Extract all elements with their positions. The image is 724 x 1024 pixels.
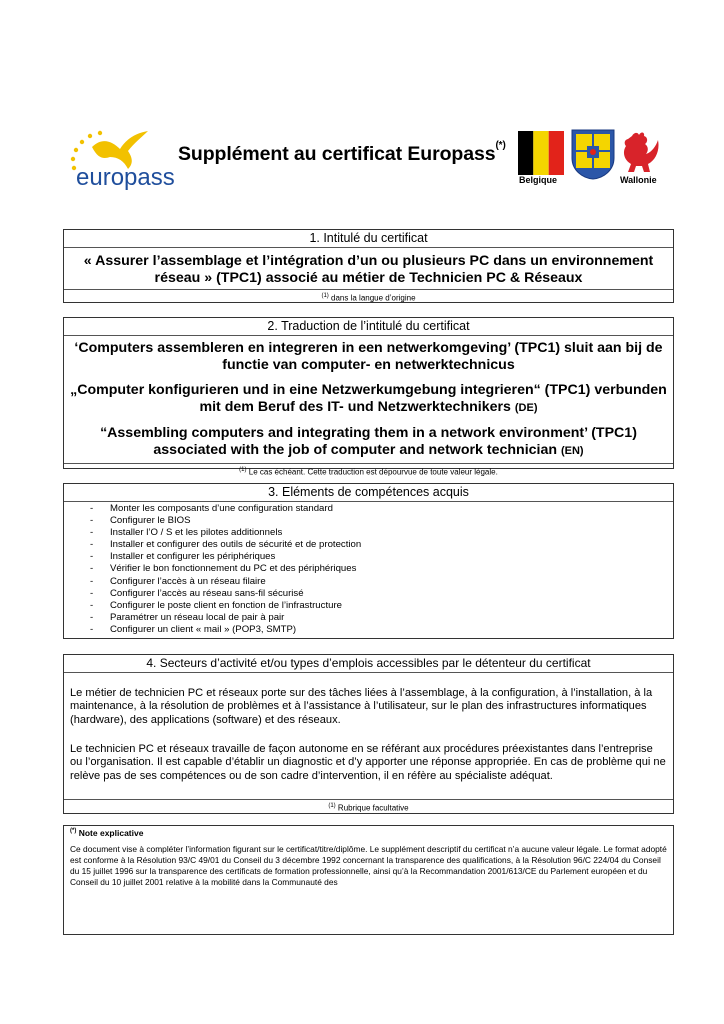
footnote-text: Rubrique facultative xyxy=(337,803,409,813)
crest-icon xyxy=(568,128,618,180)
translation-nl xyxy=(64,340,673,374)
footnote-text: Le cas échéant. Cette traduction est dépourvue de toute valeur légale. xyxy=(248,467,498,477)
bullet: - xyxy=(90,563,94,575)
list-item xyxy=(90,539,673,551)
section-footnote xyxy=(64,799,673,813)
page-title xyxy=(178,140,506,166)
footnote-text: dans la langue d’origine xyxy=(331,293,416,303)
section-competences xyxy=(63,483,674,639)
title-footnote-mark: (*) xyxy=(495,140,506,151)
bullet: - xyxy=(90,575,94,587)
region-label: Wallonie xyxy=(620,175,657,185)
translation-line: „Computer konfigurieren und in eine Netzwerkumgebung integrieren“ (TPC1) verbunden xyxy=(70,382,667,398)
translation-line: “Assembling computers and integrating them in a network environment’ (TPC1) xyxy=(100,425,637,441)
language-code: (DE) xyxy=(514,402,538,414)
list-item-text: Monter les composants d’une configuration standard xyxy=(110,503,333,514)
certificate-title-line: « Assurer l’assemblage et l’intégration d’un ou plusieurs PC dans un environnement xyxy=(83,253,654,269)
list-item xyxy=(90,612,673,624)
paragraph: Le métier de technicien PC et réseaux porte sur des tâches liées à l’assemblage, à la configuration, à l’installation, à la maintenance, à la résolution de problèmes et à l’assistance à l’utilisateur, sur le plan des infrastructures informatiques (hardware), des applications (software) et des réseaux. xyxy=(70,687,653,726)
footnote-mark: (1) xyxy=(239,467,247,473)
section-employment-sectors xyxy=(63,654,674,814)
section-heading: 1. Intitulé du certificat xyxy=(64,230,673,248)
flag-label: Belgique xyxy=(519,175,558,185)
logo-text: europass xyxy=(76,164,175,191)
list-item xyxy=(90,515,673,527)
list-item-text: Configurer le poste client en fonction de l’infrastructure xyxy=(110,599,342,611)
bullet: - xyxy=(90,611,94,623)
section-certificate-title xyxy=(63,229,674,303)
belgium-flag-icon xyxy=(518,131,564,175)
list-item-text: Vérifier le bon fonctionnement du PC et des périphériques xyxy=(110,563,357,575)
list-item-text: Installer et configurer des outils de sécurité et de protection xyxy=(110,539,362,551)
wallonia-rooster-icon xyxy=(618,130,660,174)
translation-line: functie van computer- en netwerktechnicus xyxy=(222,357,515,373)
list-item-text: Paramétrer un réseau local de pair à pair xyxy=(110,611,285,623)
bullet: - xyxy=(90,551,94,563)
note-heading-text: Note explicative xyxy=(78,828,144,838)
bullet: - xyxy=(90,515,94,527)
list-item-text: Installer l’O / S et les pilotes additionnels xyxy=(110,527,283,539)
explanatory-note xyxy=(63,825,674,935)
bullet: - xyxy=(90,599,94,611)
section-footnote xyxy=(64,463,673,477)
section-heading: 2. Traduction de l’intitulé du certificat xyxy=(64,318,673,336)
competence-list xyxy=(64,502,673,636)
footnote-mark: (1) xyxy=(328,803,336,809)
certificate-title xyxy=(64,248,673,289)
europass-logo xyxy=(62,125,182,195)
translation-line xyxy=(64,442,673,460)
translation-de xyxy=(64,382,673,417)
paragraph: Le technicien PC et réseaux travaille de façon autonome en se référant aux procédures préexistantes dans l’entreprise ou l’organisation. Il est capable d’établir un diagnostic et d’y apporter une réponse appropriée. En cas de problème qui ne relève pas de ses compétences ou de son cadre d’intervention, il en réfère au spécialiste adéquat. xyxy=(70,743,666,782)
list-item-text: Installer et configurer les périphériques xyxy=(110,551,276,563)
certificate-title-line: réseau » (TPC1) associé au métier de Technicien PC & Réseaux xyxy=(154,270,583,286)
list-item xyxy=(90,563,673,575)
bullet: - xyxy=(90,539,94,551)
list-item-text: Configurer un client « mail » (POP3, SMTP) xyxy=(110,623,297,635)
page-title-text: Supplément au certificat Europass xyxy=(178,143,496,165)
bullet: - xyxy=(90,503,94,514)
translation-line: ‘Computers assembleren en integreren in een netwerkomgeving’ (TPC1) sluit aan bij de xyxy=(74,340,663,356)
bullet: - xyxy=(90,527,94,539)
language-code: (EN) xyxy=(560,445,584,457)
translation-en xyxy=(64,425,673,460)
list-item-text: Configurer l’accès à un réseau filaire xyxy=(110,575,266,587)
section-heading: 4. Secteurs d’activité et/ou types d’emplois accessibles par le détenteur du certificat xyxy=(64,655,673,673)
list-item xyxy=(90,551,673,563)
list-item xyxy=(90,503,673,515)
translation-line xyxy=(64,399,673,417)
translation-line-text: associated with the job of computer and network technician xyxy=(153,442,558,458)
bullet: - xyxy=(90,623,94,635)
footnote-mark: (1) xyxy=(321,293,329,299)
bullet: - xyxy=(90,587,94,599)
list-item xyxy=(90,600,673,612)
section-footnote xyxy=(64,289,673,303)
list-item xyxy=(90,527,673,539)
list-item xyxy=(90,576,673,588)
note-body: Ce document vise à compléter l’information figurant sur le certificat/titre/diplôme. Le supplément descriptif du certificat n’a aucune valeur légale. Le format adopté est conforme à la Résolution 93/C 49/01 du Conseil du 3 décembre 1992 concernant la transparence des qualifications, à la Résolution 96/C 224/04 du Conseil du 15 juillet 1996 sur la transparence des certificats de formation professionnelle, ainsi qu’à la Recommandation 2001/613/CE du Parlement européen et du Conseil du 10 juillet 2001 relative à la mobilité dans la Communauté des xyxy=(70,844,667,888)
list-item-text: Configurer l’accès au réseau sans-fil sécurisé xyxy=(110,587,304,599)
note-heading xyxy=(70,828,667,838)
list-item xyxy=(90,624,673,636)
list-item xyxy=(90,588,673,600)
list-item-text: Configurer le BIOS xyxy=(110,515,191,527)
translation-line-text: mit dem Beruf des IT- und Netzwerktechnikers xyxy=(199,399,511,415)
note-mark: (*) xyxy=(70,828,77,835)
section-heading: 3. Eléments de compétences acquis xyxy=(64,484,673,502)
section-title-translation xyxy=(63,317,674,477)
